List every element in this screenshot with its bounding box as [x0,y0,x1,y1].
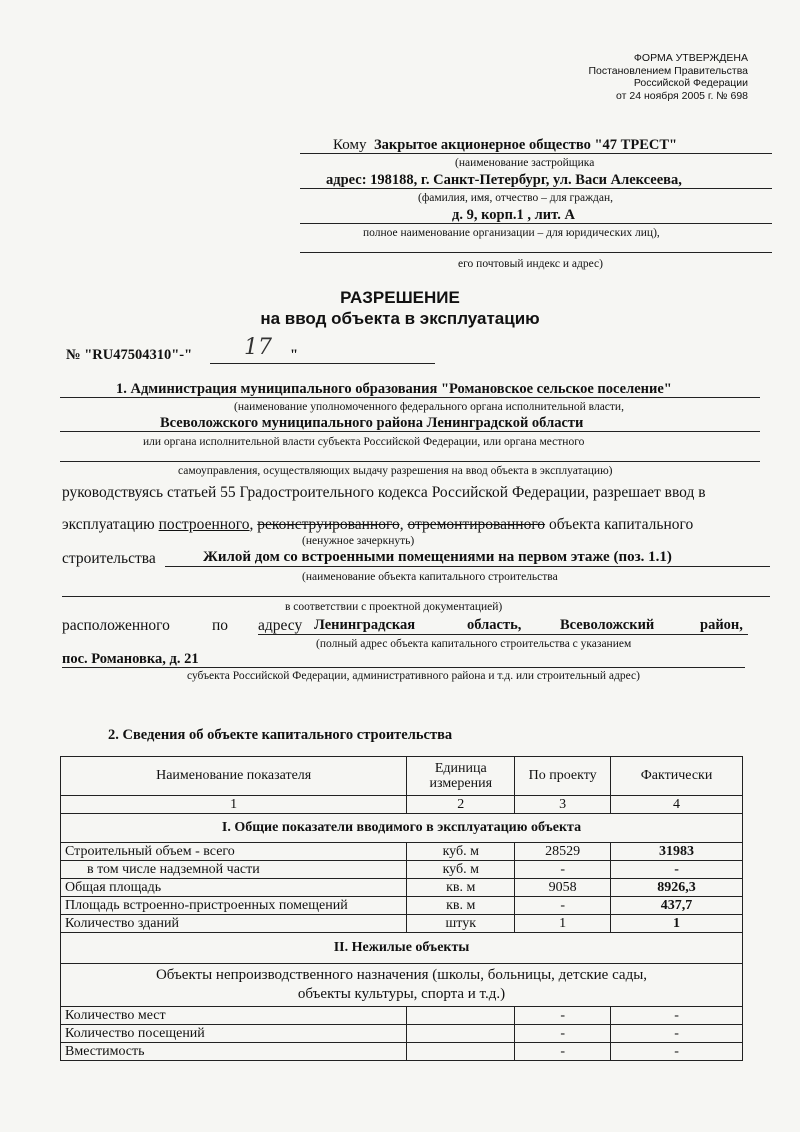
indicator-name: Количество посещений [61,1025,407,1043]
construction-label: строительства [62,550,156,567]
plan-value: 28529 [515,843,611,861]
approval-line: Российской Федерации [633,77,748,89]
actual-value: - [611,1025,743,1043]
permit-number-prefix: № "RU47504310"-" [66,347,193,363]
approval-stamp [508,52,748,102]
address-part: область, [467,617,522,633]
document-subtitle: на ввод объекта в эксплуатацию [260,309,540,328]
rule [62,667,745,668]
rule [258,634,748,635]
table-row [61,861,743,879]
indicator-name: Количество мест [61,1007,407,1025]
option-reconstructed: реконструированного [257,516,400,533]
address-line2: пос. Романовка, д. 21 [62,651,199,667]
unit: куб. м [407,861,515,879]
actual-value: 1 [611,915,743,933]
plan-value: 1 [515,915,611,933]
unit: куб. м [407,843,515,861]
plan-value: - [515,897,611,915]
caption: (наименование уполномоченного федерального органа исполнительной власти, [234,401,624,413]
unit: кв. м [407,897,515,915]
separator: , [399,516,408,533]
unit: штук [407,915,515,933]
address-part: район, [700,617,743,633]
unit: кв. м [407,879,515,897]
indicator-name: в том числе надземной части [61,861,407,879]
address-part: Ленинградская [314,617,416,633]
actual-value: - [611,861,743,879]
po-word: по [212,617,229,634]
table-row [61,1025,743,1043]
caption: субъекта Российской Федерации, административного района и т.д. или строительный адрес) [187,670,640,682]
section-2-title: 2. Сведения об объекте капитального строительства [108,727,453,743]
developer-address: адрес: 198188, г. Санкт-Петербург, ул. Васи Алексеева, [326,172,682,188]
rule [60,431,760,432]
indicator-name: Вместимость [61,1043,407,1061]
group-subtitle-line: Объекты непроизводственного назначения (школы, больницы, детские сады, [155,967,648,983]
developer-name: Закрытое акционерное общество "47 ТРЕСТ" [374,137,678,153]
group-title: I. Общие показатели вводимого в эксплуатацию объекта [61,814,743,843]
plan-value: - [515,1043,611,1061]
column-number: 2 [407,796,515,814]
indicator-name: Строительный объем - всего [61,843,407,861]
rule [210,363,435,364]
column-number: 3 [515,796,611,814]
caption: полное наименование организации – для юридических лиц), [363,227,660,239]
caption: (ненужное зачеркнуть) [302,535,415,547]
table-row [61,843,743,861]
table-header: По проекту [515,757,611,796]
column-number: 1 [61,796,407,814]
table-row [61,897,743,915]
separator: , [249,516,258,533]
table-row [61,915,743,933]
indicator-name: Площадь встроенно-пристроенных помещений [61,897,407,915]
caption: или органа исполнительной власти субъекта Российской Федерации, или органа местного [143,436,585,448]
plan-value: - [515,861,611,879]
approval-line: от 24 ноября 2005 г. № 698 [616,89,748,102]
handwritten-number: 17 [244,335,272,360]
address-word: адресу [258,617,303,634]
plan-value: - [515,1007,611,1025]
object-info-table [60,756,743,1061]
to-label: Кому [333,137,367,153]
authority-line1: 1. Администрация муниципального образования "Романовское сельское поселение" [116,381,672,397]
actual-value: 8926,3 [611,879,743,897]
actual-value: 31983 [611,843,743,861]
caption: его почтовый индекс и адрес) [458,258,603,270]
body-text: эксплуатацию [62,516,159,533]
group-subtitle-line: объекты культуры, спорта и т.д.) [297,986,506,1002]
table-row [61,1007,743,1025]
rule [300,252,772,253]
approval-line: Постановлением Правительства [588,64,748,77]
rule [60,397,760,398]
caption: (полный адрес объекта капитального строительства с указанием [316,638,632,650]
body-text: объекта капитального [545,516,694,533]
object-name: Жилой дом со встроенными помещениями на первом этаже (поз. 1.1) [203,549,672,565]
table-header: Наименование показателя [61,757,407,796]
table-row [61,879,743,897]
table-header: Единица измерения [407,757,515,796]
address-part: Всеволожский [560,617,655,633]
document-title: РАЗРЕШЕНИЕ [340,288,460,307]
table-header-row [61,757,743,796]
rule [300,153,772,154]
column-number-row [61,796,743,814]
unit [407,1007,515,1025]
authority-line2: Всеволожского муниципального района Ленинградской области [160,415,584,431]
rule [60,461,760,462]
actual-value: - [611,1007,743,1025]
developer-address-line2: д. 9, корп.1 , лит. А [452,207,575,223]
caption: самоуправления, осуществляющих выдачу разрешения на ввод объекта в эксплуатацию) [178,465,613,477]
group-subtitle-row [61,964,743,1007]
table-row [61,1043,743,1061]
approval-line: ФОРМА УТВЕРЖДЕНА [633,52,748,64]
caption: (фамилия, имя, отчество – для граждан, [418,192,614,204]
rule [165,566,770,567]
group-subtitle [61,964,743,1007]
body-text-line1: руководствуясь статьей 55 Градостроительного кодекса Российской Федерации, разрешает ввод в [62,484,706,501]
group-title-row [61,814,743,843]
actual-value: - [611,1043,743,1061]
rule [300,223,772,224]
indicator-name: Количество зданий [61,915,407,933]
caption: в соответствии с проектной документацией) [285,601,503,613]
body-text-line2 [62,516,693,534]
group-title: II. Нежилые объекты [61,933,743,964]
plan-value: 9058 [515,879,611,897]
unit [407,1025,515,1043]
located-label: расположенного [62,617,170,634]
permit-number-suffix: " [290,347,299,363]
rule [62,596,770,597]
column-number: 4 [611,796,743,814]
actual-value: 437,7 [611,897,743,915]
caption: (наименование объекта капитального строительства [302,571,558,583]
table-header: Фактически [611,757,743,796]
indicator-name: Общая площадь [61,879,407,897]
plan-value: - [515,1025,611,1043]
rule [300,188,772,189]
option-repaired: отремонтированного [407,516,546,533]
unit [407,1043,515,1061]
group-title-row [61,933,743,964]
option-built: построенного [158,516,250,533]
caption: (наименование застройщика [455,157,595,169]
